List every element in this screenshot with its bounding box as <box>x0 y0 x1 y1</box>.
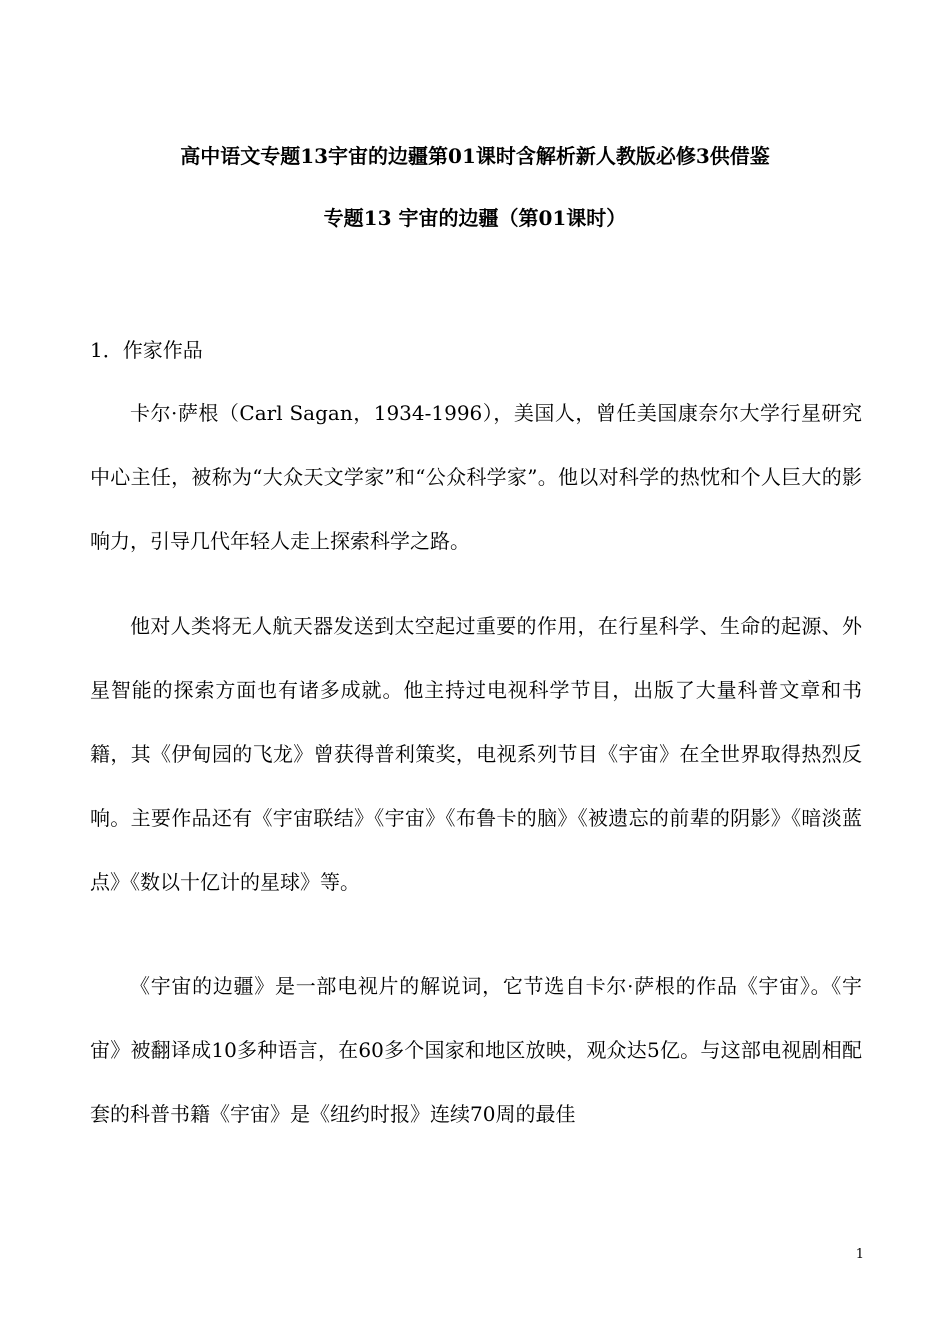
paragraph-author-intro: 卡尔·萨根（Carl Sagan，1934-1996），美国人，曾任美国康奈尔大学行星研究中心主任，被称为“大众天文学家”和“公众科学家”。他以对科学的热忱和个人巨大的影响力，引导几代年轻人走上探索科学之路。 <box>90 401 862 553</box>
page-number: 1 <box>855 1247 864 1262</box>
paragraph-author-achievements: 他对人类将无人航天器发送到太空起过重要的作用，在行星科学、生命的起源、外星智能的探索方面也有诸多成就。他主持过电视科学节目，出版了大量科普文章和书籍，其《伊甸园的飞龙》曾获得普利策奖，电视系列节目《宇宙》在全世界取得热烈反响。主要作品还有《宇宙联结》《宇宙》《布鲁卡的脑》《被遗忘的前辈的阴影》《暗淡蓝点》《数以十亿计的星球》等。 <box>90 614 862 894</box>
document-subtitle: 专题13 宇宙的边疆（第01课时） <box>323 206 627 230</box>
paragraph-work-intro: 《宇宙的边疆》是一部电视片的解说词，它节选自卡尔·萨根的作品《宇宙》。《宇宙》被翻译成10多种语言，在60多个国家和地区放映，观众达5亿。与这部电视剧相配套的科普书籍《宇宙》是《纽约时报》连续70周的最佳 <box>90 974 862 1126</box>
document-title: 高中语文专题13宇宙的边疆第01课时含解析新人教版必修3供借鉴 <box>180 144 770 168</box>
section-heading: 1．作家作品 <box>90 338 203 362</box>
